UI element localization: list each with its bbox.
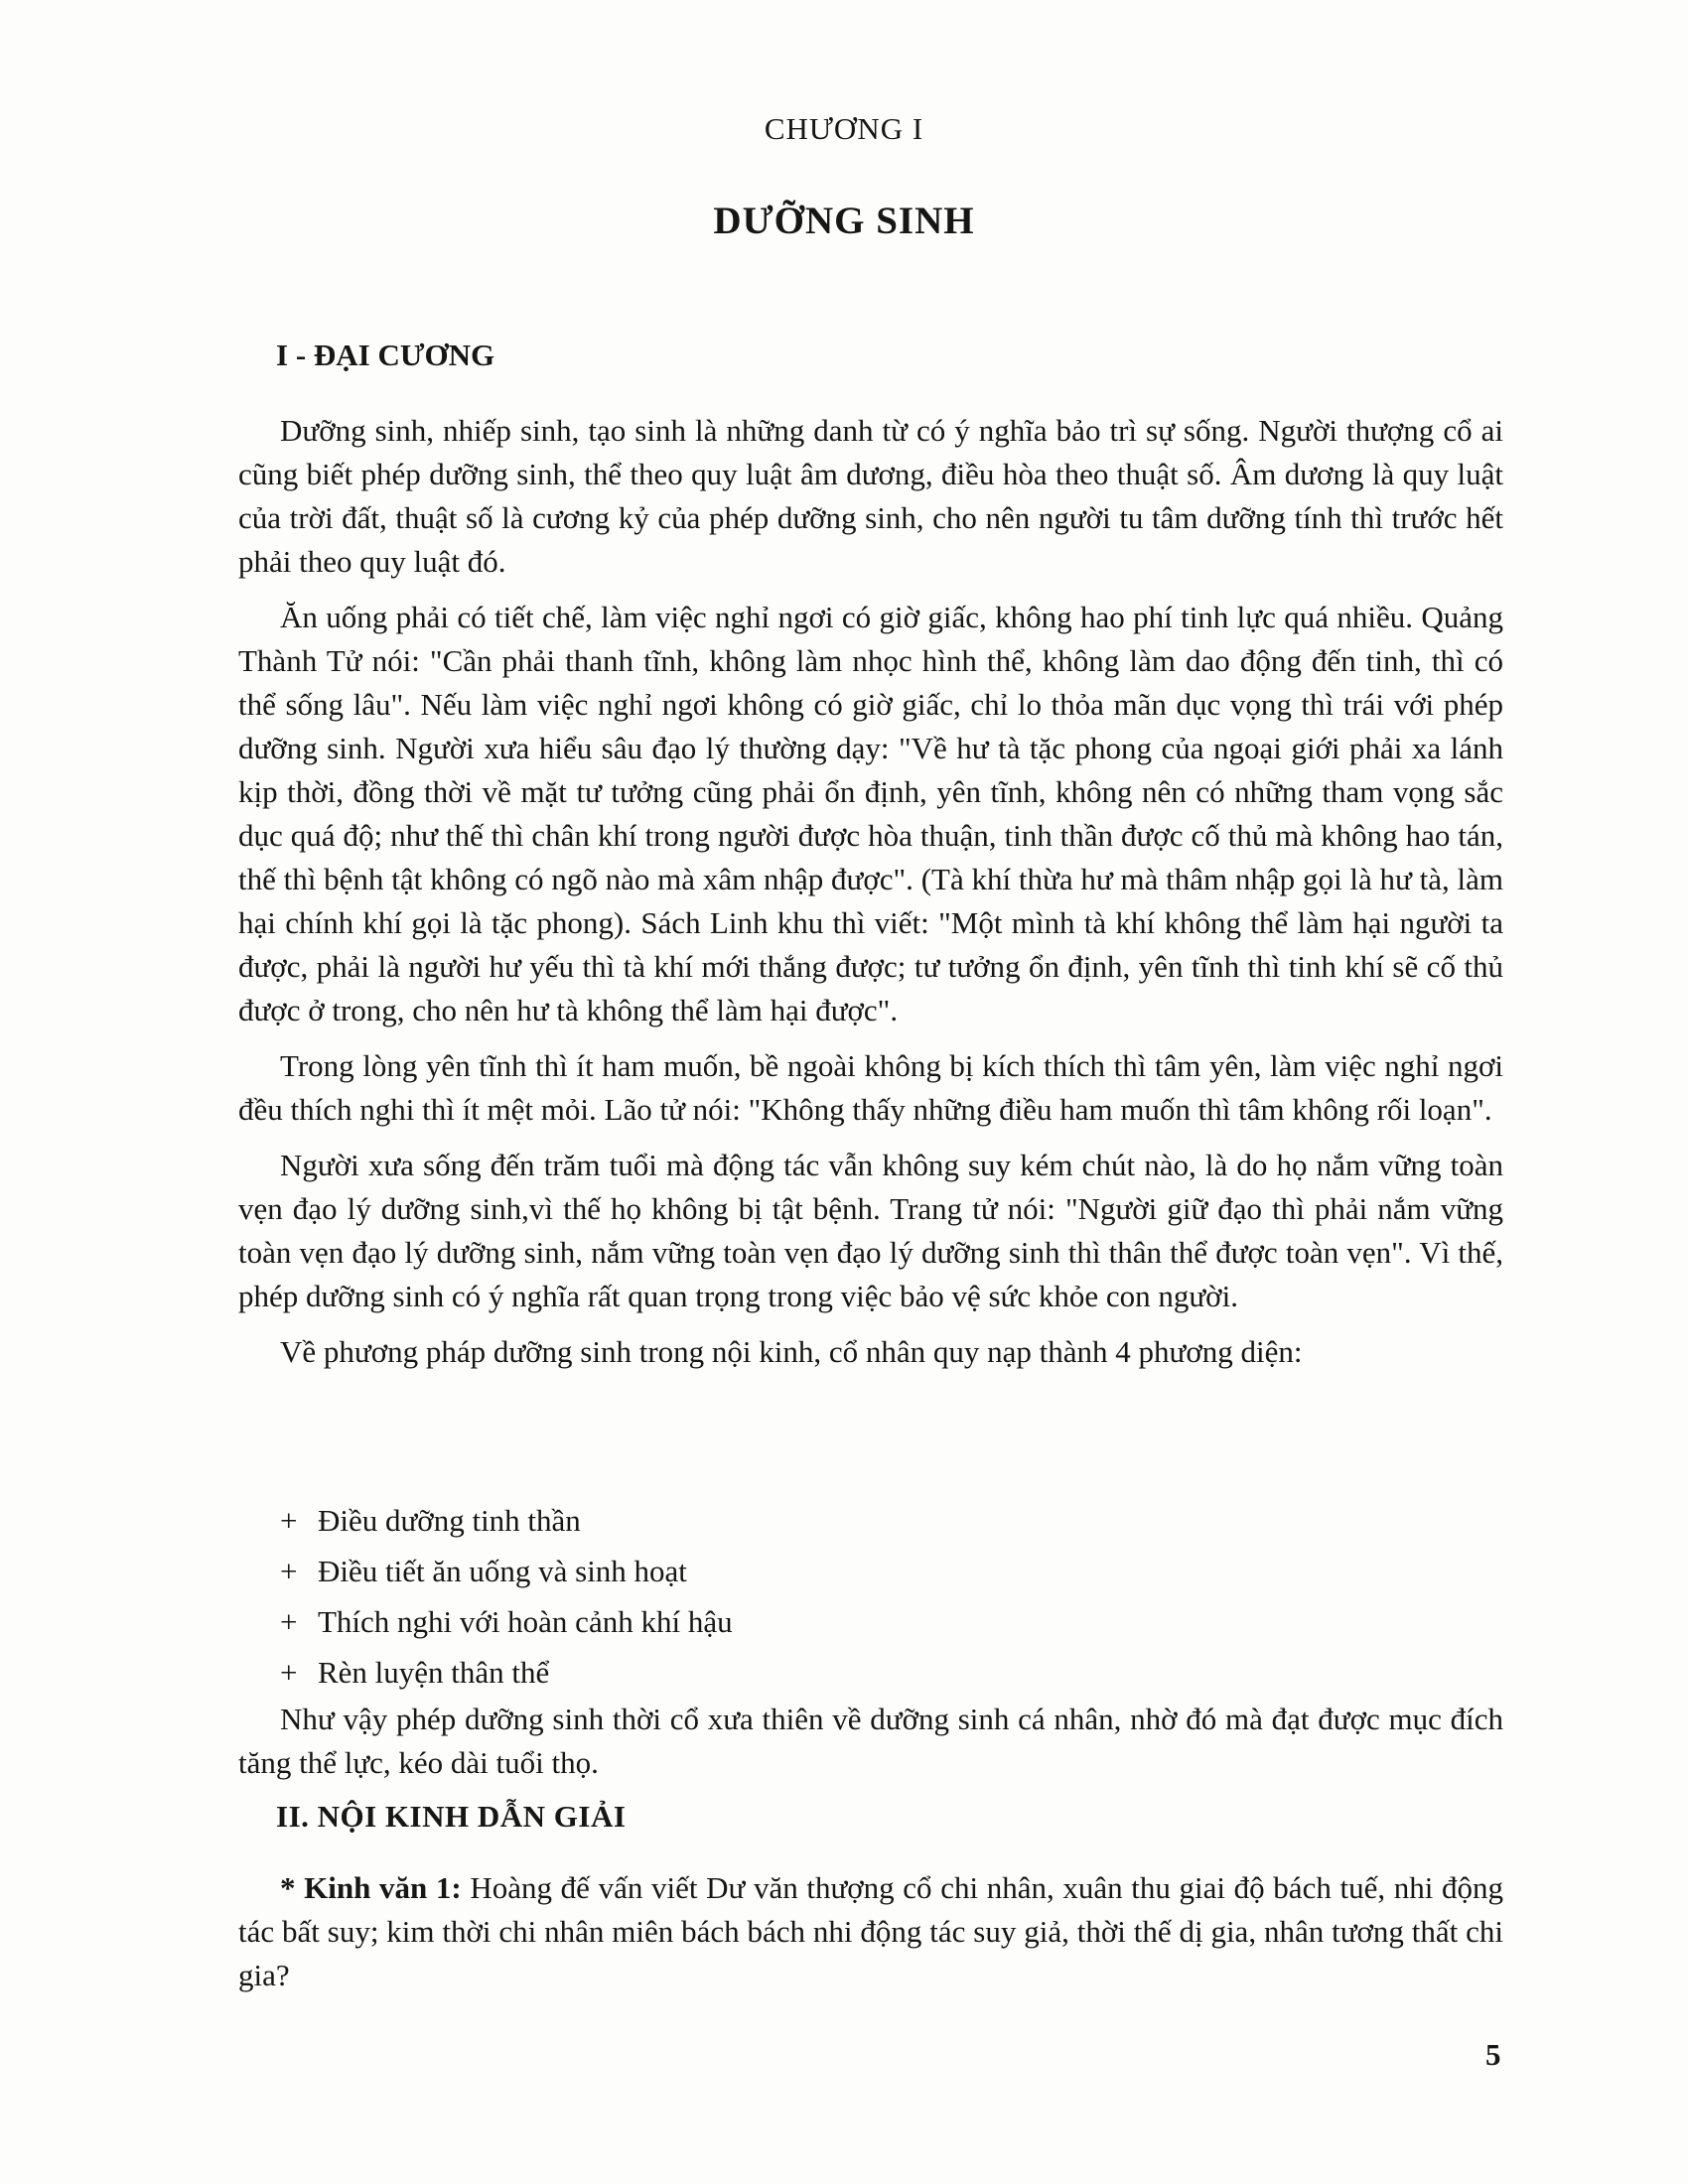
kinh-van-body xyxy=(238,1866,1503,2009)
chapter-label: CHƯƠNG I xyxy=(764,111,924,146)
paragraph: Dưỡng sinh, nhiếp sinh, tạo sinh là những danh từ có ý nghĩa bảo trì sự sống. Người thượng cổ ai cũng biết phép dưỡng sinh, thể theo quy luật âm dương, điều hòa theo thuật số. Âm dương là quy luật của trời đất, thuật số là cương kỷ của phép dưỡng sinh, cho nên người tu tâm dưỡng tính thì trước hết phải theo quy luật đó. xyxy=(238,413,1503,579)
list-item-text: Điều dưỡng tinh thần xyxy=(318,1503,581,1538)
closing-paragraph: Như vậy phép dưỡng sinh thời cổ xưa thiên về dưỡng sinh cá nhân, nhờ đó mà đạt được mục đích tăng thể lực, kéo dài tuổi thọ. xyxy=(238,1702,1503,1780)
section-heading-noi-kinh: II. NỘI KINH DẪN GIẢI xyxy=(276,1799,627,1834)
kinh-van-label: * Kinh văn 1: xyxy=(280,1870,462,1905)
closing-body xyxy=(238,1698,1503,1797)
list-item-text: Rèn luyện thân thể xyxy=(318,1655,550,1690)
list-item xyxy=(280,1596,733,1647)
page-number: 5 xyxy=(1485,2037,1501,2072)
list-item xyxy=(280,1647,733,1698)
kinh-van-paragraph xyxy=(238,1866,1503,1997)
paragraph: Trong lòng yên tĩnh thì ít ham muốn, bề ngoài không bị kích thích thì tâm yên, làm việc nghỉ ngơi đều thích nghi thì ít mệt mỏi. Lão tử nói: "Không thấy những điều ham muốn thì tâm không rối loạn". xyxy=(238,1048,1503,1127)
kinh-van-text: Hoàng đế vấn viết Dư văn thượng cổ chi nhân, xuân thu giai độ bách tuế, nhi động tác bất suy; kim thời chi nhân miên bách bách nhi động tác suy giả, thời thế dị gia, nhân tương thất chi gia? xyxy=(238,1870,1503,1992)
list-item xyxy=(280,1495,733,1546)
section-heading-dai-cuong: I - ĐẠI CƯƠNG xyxy=(276,338,495,372)
chapter-title: DƯỠNG SINH xyxy=(713,200,975,242)
list-marker: + xyxy=(280,1655,298,1690)
list-item xyxy=(280,1546,733,1596)
list-item-text: Điều tiết ăn uống và sinh hoạt xyxy=(318,1554,687,1588)
paragraph: Về phương pháp dưỡng sinh trong nội kinh, cổ nhân quy nạp thành 4 phương diện: xyxy=(280,1334,1303,1369)
section-body xyxy=(238,409,1503,1386)
paragraph: Ăn uống phải có tiết chế, làm việc nghỉ ngơi có giờ giấc, không hao phí tinh lực quá nhiều. Quảng Thành Tử nói: "Cần phải thanh tĩnh, không làm nhọc hình thể, không làm dao động đến tinh, thì có thể sống lâu". Nếu làm việc nghỉ ngơi không có giờ giấc, chỉ lo thỏa mãn dục vọng thì trái với phép dưỡng sinh. Người xưa hiểu sâu đạo lý thường dạy: "Về hư tà tặc phong của ngoại giới phải xa lánh kịp thời, đồng thời về mặt tư tưởng cũng phải ổn định, yên tĩnh, không nên có những tham vọng sắc dục quá độ; như thế thì chân khí trong người được hòa thuận, tinh thần được cố thủ mà không hao tán, thế thì bệnh tật không có ngõ nào mà xâm nhập được". (Tà khí thừa hư mà thâm nhập gọi là hư tà, làm hại chính khí gọi là tặc phong). Sách Linh khu thì viết: "Một mình tà khí không thể làm hại người ta được, phải là người hư yếu thì tà khí mới thắng được; tư tưởng ổn định, yên tĩnh thì tinh khí sẽ cố thủ được ở trong, cho nên hư tà không thể làm hại được". xyxy=(238,600,1503,1027)
method-list xyxy=(280,1495,733,1698)
list-marker: + xyxy=(280,1554,298,1588)
list-item-text: Thích nghi với hoàn cảnh khí hậu xyxy=(318,1604,733,1639)
paragraph: Người xưa sống đến trăm tuổi mà động tác vẫn không suy kém chút nào, là do họ nắm vững toàn vẹn đạo lý dưỡng sinh,vì thế họ không bị tật bệnh. Trang tử nói: "Người giữ đạo thì phải nắm vững toàn vẹn đạo lý dưỡng sinh, nắm vững toàn vẹn đạo lý dưỡng sinh thì thân thể được toàn vẹn". Vì thế, phép dưỡng sinh có ý nghĩa rất quan trọng trong việc bảo vệ sức khỏe con người. xyxy=(238,1148,1503,1313)
list-marker: + xyxy=(280,1604,298,1639)
list-marker: + xyxy=(280,1503,298,1538)
